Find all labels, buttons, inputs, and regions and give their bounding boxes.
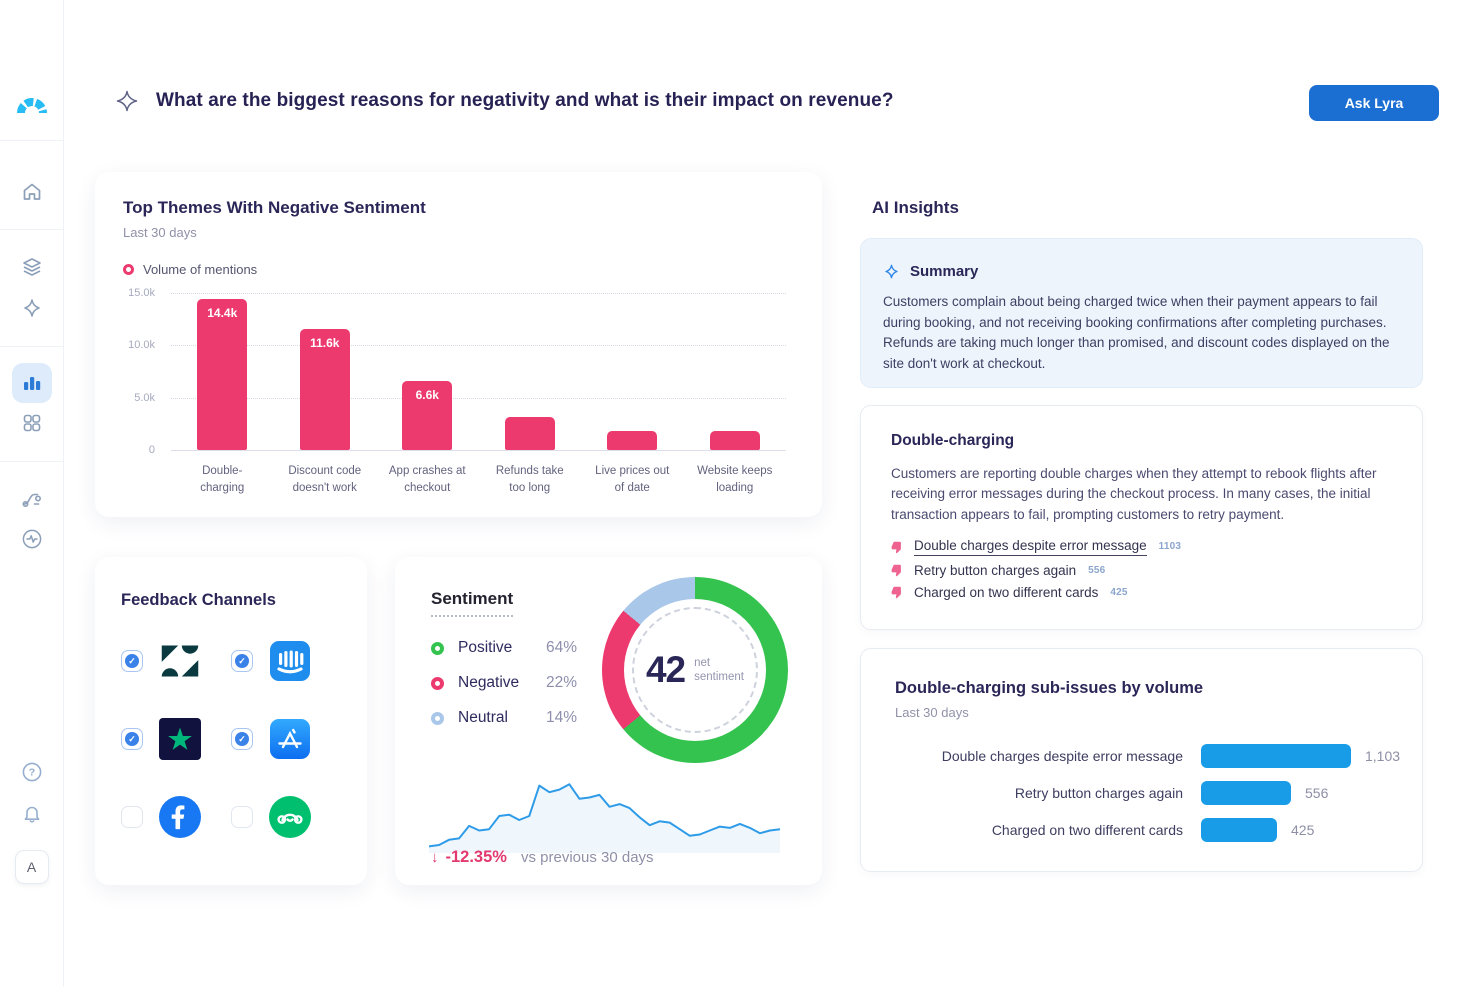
app-logo [17, 91, 47, 117]
sidebar-item-flows[interactable] [20, 488, 43, 511]
plot-area [171, 293, 786, 450]
sentiment-trend [431, 848, 654, 867]
sidebar-item-ai[interactable] [21, 297, 43, 319]
channel-zendesk [121, 640, 231, 682]
bar-live-prices [607, 431, 657, 450]
sidebar-item-layers[interactable] [21, 256, 43, 278]
net-sentiment-label: net sentiment [694, 656, 744, 683]
thumbs-down-icon [891, 563, 905, 577]
bar-app-crashes [402, 381, 452, 450]
subissue-bar [1201, 818, 1277, 842]
bar-discount-code [300, 329, 350, 450]
x-label: App crashes at checkout [388, 465, 466, 495]
ai-insights-title: AI Insights [872, 198, 959, 217]
legend-neutral: Neutral 14% [431, 709, 611, 727]
subissue-row: Retry button charges again 556 [895, 781, 1388, 805]
app-store-icon [269, 718, 311, 760]
legend-label: Volume of mentions [143, 262, 258, 277]
delta-caption: vs previous 30 days [520, 849, 654, 866]
bar-double-charging [197, 299, 247, 450]
summary-box [860, 238, 1423, 388]
sidebar [0, 0, 64, 987]
page-question: What are the biggest reasons for negativity and what is their impact on revenue? [156, 90, 894, 111]
bell-icon [21, 802, 43, 824]
x-axis-labels [171, 463, 786, 498]
sparkline-area [429, 784, 780, 853]
subissues-title: Double-charging sub-issues by volume [895, 679, 1204, 697]
net-sentiment-value: 42 [645, 649, 686, 690]
gridline-baseline [171, 450, 786, 451]
layers-icon [21, 256, 43, 278]
sidebar-divider [0, 461, 64, 462]
subissue-row: Charged on two different cards 425 [895, 818, 1388, 842]
surveymonkey-checkbox[interactable] [231, 806, 253, 828]
subissue-row: Double charges despite error message 1,103 [895, 744, 1388, 768]
channel-trustpilot [121, 718, 231, 760]
double-charging-card [860, 405, 1423, 630]
sidebar-item-apps[interactable] [21, 412, 43, 434]
x-label: Refunds take too long [495, 465, 564, 495]
sparkle-icon [114, 88, 140, 114]
sidebar-divider [0, 229, 64, 230]
themes-chart-subtitle: Last 30 days [123, 225, 197, 240]
sidebar-item-help[interactable] [20, 761, 43, 784]
x-label: Double- charging [200, 465, 245, 495]
subissues-subtitle: Last 30 days [895, 705, 969, 720]
facebook-icon [159, 796, 201, 838]
issue-item [891, 538, 1392, 556]
feedback-title: Feedback Channels [121, 591, 276, 609]
issue-count: 1103 [1158, 541, 1182, 553]
thumbs-down-icon [891, 540, 905, 554]
thumbs-down-icon [891, 585, 905, 599]
intercom-checkbox[interactable]: ✓ [231, 650, 253, 672]
y-tick: 0 [148, 444, 155, 456]
feedback-channels-card [95, 557, 367, 885]
x-label: Live prices out of date [595, 465, 670, 495]
sentiment-title: Sentiment [431, 589, 513, 617]
legend-positive: Positive 64% [431, 639, 611, 657]
pulse-icon [20, 528, 43, 551]
header [64, 0, 1480, 140]
issue-item [891, 585, 1392, 600]
channel-app-store [231, 718, 341, 760]
themes-chart-legend [123, 262, 786, 277]
y-tick: 10.0k [128, 339, 155, 352]
issue-list [891, 538, 1392, 600]
ask-lyra-button[interactable]: Ask Lyra [1309, 85, 1439, 121]
positive-marker-icon [431, 642, 444, 655]
summary-text: Customers complain about being charged twice when their payment appears to fail during booking, and not receiving booking confirmations after completing purchases. Refunds are taking much longer than promised, and discount codes displayed on the site don't work at checkout. [883, 294, 1390, 371]
down-arrow-icon: ↓ [431, 849, 439, 866]
issue-label: Retry button charges again [914, 562, 1077, 578]
zendesk-checkbox[interactable]: ✓ [121, 650, 143, 672]
negative-marker-icon [431, 677, 444, 690]
issue-label: Charged on two different cards [914, 584, 1099, 600]
legend-marker-icon [123, 264, 134, 275]
flow-icon [20, 488, 43, 511]
sparkle-icon [883, 263, 900, 280]
y-tick: 15.0k [128, 287, 155, 299]
channel-grid [121, 640, 341, 838]
channel-facebook [121, 796, 231, 838]
issue-link[interactable]: Double charges despite error message [914, 538, 1147, 556]
summary-label: Summary [910, 263, 979, 280]
bar-value-label: 6.6k [415, 387, 439, 402]
themes-bar-chart [123, 287, 786, 507]
sidebar-item-home[interactable] [21, 181, 43, 203]
sentiment-card [395, 557, 822, 885]
trustpilot-checkbox[interactable]: ✓ [121, 728, 143, 750]
theme-text: Customers are reporting double charges when they attempt to rebook flights after receiving error messages during the checkout process. In many cases, the initial transaction appears to fail, prompting customers to retry payment. [891, 466, 1377, 522]
intercom-icon [269, 640, 311, 682]
x-label: Website keeps loading [697, 465, 773, 495]
y-axis [123, 287, 163, 456]
bar-value-label: 11.6k [310, 335, 340, 350]
channel-surveymonkey [231, 796, 341, 838]
subissue-bar [1201, 744, 1351, 768]
bar-value-label: 14.4k [207, 306, 238, 321]
zendesk-icon [159, 640, 201, 682]
app-store-checkbox[interactable]: ✓ [231, 728, 253, 750]
delta-value: -12.35% [445, 848, 507, 866]
channel-intercom [231, 640, 341, 682]
themes-chart-card [95, 172, 822, 517]
subissue-bar [1201, 781, 1291, 805]
trustpilot-icon [159, 718, 201, 760]
svg-text:?: ? [28, 766, 35, 779]
home-icon [21, 181, 43, 203]
subissues-chart [895, 744, 1401, 842]
facebook-checkbox[interactable] [121, 806, 143, 828]
themes-chart-title: Top Themes With Negative Sentiment [123, 198, 426, 217]
sidebar-item-analytics-active[interactable] [12, 363, 52, 403]
sentiment-legend [431, 639, 611, 727]
sidebar-item-notifications[interactable] [21, 802, 43, 824]
help-icon [20, 761, 43, 784]
legend-negative: Negative 22% [431, 674, 611, 692]
sidebar-item-monitor[interactable] [20, 528, 43, 551]
bar-refunds [505, 417, 555, 450]
user-avatar[interactable] [15, 850, 49, 884]
issue-count: 556 [1088, 564, 1106, 576]
sidebar-divider [0, 346, 64, 347]
sentiment-sparkline [429, 773, 780, 857]
theme-title: Double-charging [891, 432, 1015, 449]
sidebar-divider [0, 140, 64, 141]
y-tick: 5.0k [134, 391, 155, 404]
issue-item [891, 563, 1392, 578]
bar-website-loading [710, 431, 760, 450]
subissues-card [860, 648, 1423, 872]
issue-count: 425 [1110, 586, 1128, 598]
sparkle-icon [21, 297, 43, 319]
neutral-marker-icon [431, 712, 444, 725]
avatar-initial: A [26, 859, 37, 875]
x-label: Discount code doesn't work [288, 465, 362, 495]
grid-icon [21, 412, 43, 434]
sentiment-donut [602, 577, 788, 763]
bar-chart-icon [21, 372, 43, 394]
brain-logo-icon [17, 91, 47, 117]
surveymonkey-icon [269, 796, 311, 838]
